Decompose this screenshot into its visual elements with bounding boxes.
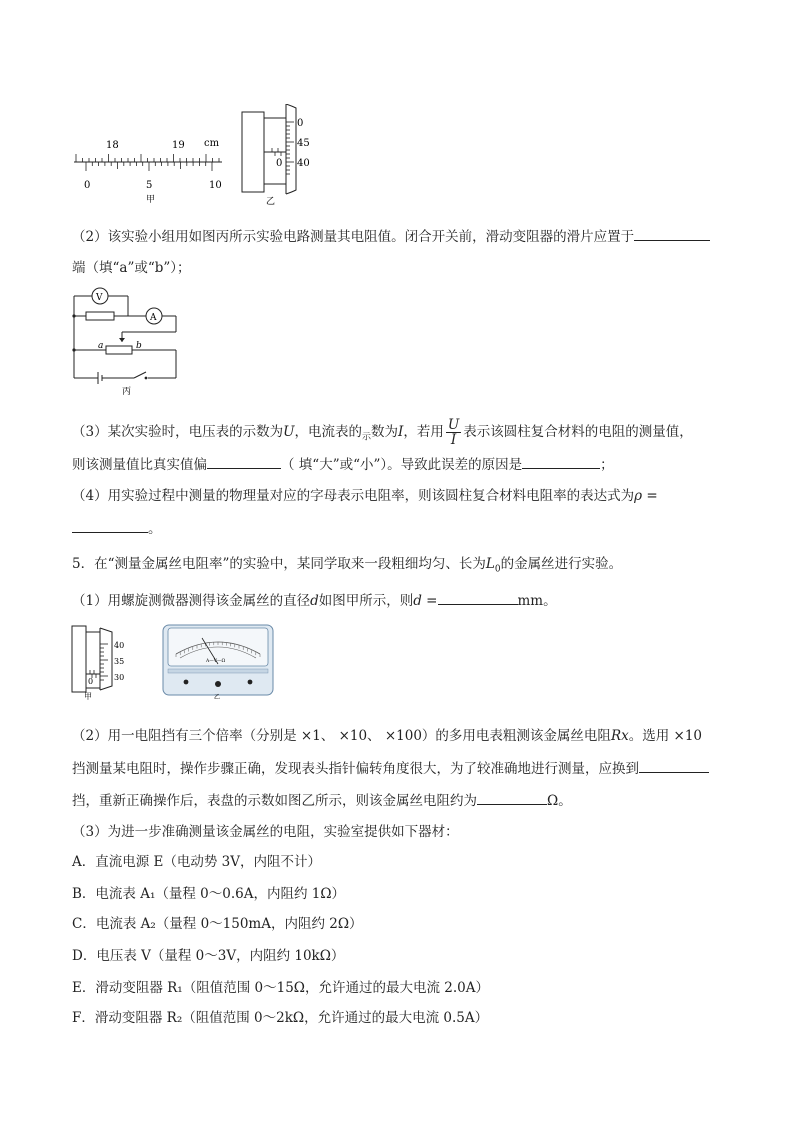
multimeter-figure — [162, 624, 274, 700]
q5-part2-line3: 挡，重新正确操作后，表盘的示数如图乙所示，则该金属丝电阻约为 Ω。 — [72, 790, 572, 811]
figure-caption-yi: 乙 — [266, 197, 276, 207]
answer-blank-resistivity[interactable] — [72, 518, 148, 533]
equipment-item-a: A．直流电源 E（电动势 3V，内阻不计） — [72, 854, 322, 870]
equipment-item-d: D．电压表 V（量程 0～3V，内阻约 10kΩ） — [72, 948, 345, 964]
answer-blank-slider-end[interactable] — [634, 226, 710, 241]
answer-blank-range[interactable] — [639, 758, 709, 773]
thimble-mark-0: 0 — [297, 118, 304, 129]
fraction-U-over-I: $\frac{U}{I}$ — [447, 417, 460, 448]
equipment-item-e: E．滑动变阻器 R₁（阻值范围 0～15Ω，允许通过的最大电流 2.0A） — [72, 980, 489, 996]
rheostat-end-b: b — [136, 341, 142, 351]
thimble-mark-40: 40 — [297, 158, 310, 169]
q5-part2-line2: 挡测量某电阻时，操作步骤正确，发现表头指针偏转角度很大，为了较准确地进行测量，应换到 — [72, 758, 709, 779]
micrometer-figure-1 — [238, 104, 318, 208]
vernier-label-10: 10 — [209, 180, 222, 191]
answer-blank-error-cause[interactable] — [522, 454, 600, 469]
vernier-label-0: 0 — [84, 180, 91, 191]
q4-part4-line1: （4）用实验过程中测量的物理量对应的字母表示电阻率，则该圆柱复合材料电阻率的表达式为ρ = — [72, 488, 658, 504]
figure-caption-jia-2: 甲 — [84, 692, 92, 700]
q5-title: 5．在“测量金属丝电阻率”的实验中，某同学取来一段粗细均匀、长为$L_0$的金属丝进行实验。 — [72, 556, 623, 575]
answer-blank-bias[interactable] — [207, 454, 281, 469]
main-scale-label-18: 18 — [106, 140, 119, 151]
q5-part3: （3）为进一步准确测量该金属丝的电阻，实验室提供如下器材： — [72, 824, 459, 840]
micrometer-figure-2 — [70, 624, 142, 700]
circuit-figure-bing — [70, 286, 182, 398]
vernier-caliper-figure — [70, 132, 230, 210]
q4-part3-line2: 则该测量值比真实值偏 （ 填“大”或“小”）。导致此误差的原因是 ； — [72, 454, 614, 475]
main-scale-label-19: 19 — [172, 140, 185, 151]
q4-part2-line2: 端（填“a”或“b”）； — [72, 260, 191, 276]
voltmeter-label: V — [96, 293, 103, 303]
answer-blank-diameter[interactable] — [438, 590, 518, 605]
thimble-mark-45: 45 — [297, 138, 310, 149]
q4-part4-line2: 。 — [72, 518, 162, 539]
q4-part2-line1: （2）该实验小组用如图丙所示实验电路测量其电阻值。闭合开关前，滑动变阻器的滑片应置于 — [72, 226, 710, 247]
equipment-item-f: F．滑动变阻器 R₂（阻值范围 0～2kΩ，允许通过的最大电流 0.5A） — [72, 1010, 489, 1026]
vernier-label-5: 5 — [146, 180, 153, 191]
ammeter-label: A — [150, 313, 157, 323]
sleeve-mark-0: 0 — [276, 158, 283, 169]
scale-mid-label: A—V—Ω — [206, 659, 226, 664]
terminal-right-icon — [248, 680, 253, 685]
figure-caption-yi-2: 乙 — [214, 694, 221, 700]
answer-blank-resistance[interactable] — [477, 790, 547, 805]
equipment-item-b: B．电流表 A₁（量程 0～0.6A，内阻约 1Ω） — [72, 886, 346, 902]
q5-part2-line1: （2）用一电阻挡有三个倍率（分别是 ×1、 ×10、 ×100）的多用电表粗测该金属丝电阻Rx。选用 ×10 — [72, 728, 702, 744]
unit-label: cm — [204, 138, 220, 149]
thimble-mark-30: 30 — [114, 673, 125, 682]
thimble-mark-40: 40 — [114, 641, 125, 650]
q5-part1: （1）用螺旋测微器测得该金属丝的直径d如图甲所示，则d = mm。 — [72, 590, 557, 611]
figure-caption-jia: 甲 — [146, 195, 156, 205]
equipment-item-c: C．电流表 A₂（量程 0～150mA，内阻约 2Ω） — [72, 916, 363, 932]
selector-knob-icon — [215, 681, 221, 687]
sleeve-mark-0: 0 — [88, 677, 94, 686]
terminal-left-icon — [184, 680, 189, 685]
q4-part3-line1: （3）某次实验时，电压表的示数为U，电流表的$_示$数为I，若用 $\frac{U}{I}$ 表示该圆柱复合材料的电阻的测量值， — [72, 417, 693, 448]
rheostat-end-a: a — [98, 341, 104, 351]
thimble-mark-35: 35 — [114, 657, 125, 666]
figure-caption-bing: 丙 — [122, 387, 132, 397]
